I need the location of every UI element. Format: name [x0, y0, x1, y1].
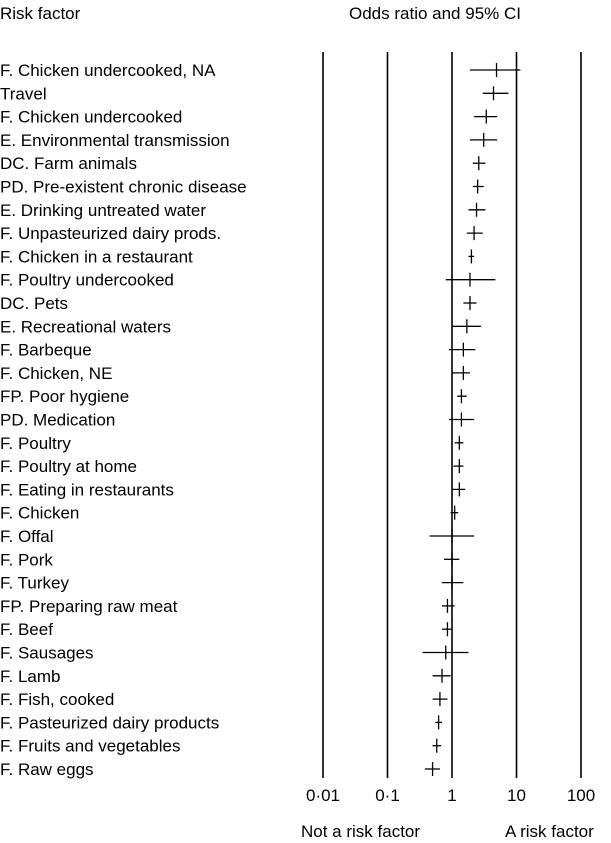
- a-risk-factor-label: A risk factor: [505, 822, 594, 841]
- risk-factor-label: F. Poultry undercooked: [0, 270, 174, 290]
- risk-factor-label: F. Lamb: [0, 666, 61, 686]
- risk-factor-label: F. Fruits and vegetables: [0, 736, 181, 756]
- risk-factor-label: F. Poultry: [0, 433, 71, 453]
- odds-ratio-column-header: Odds ratio and 95% CI: [349, 4, 521, 23]
- x-tick-label: 0·01: [305, 786, 341, 805]
- risk-factor-label: Travel: [0, 84, 47, 104]
- risk-factor-label: F. Turkey: [0, 573, 69, 593]
- risk-factor-label: F. Fish, cooked: [0, 690, 115, 710]
- risk-factor-label: F. Poultry at home: [0, 457, 138, 477]
- risk-factor-label: DC. Farm animals: [0, 154, 137, 174]
- risk-factor-label: F. Beef: [0, 620, 53, 640]
- x-tick-label: 0·1: [375, 786, 400, 805]
- risk-factor-label: F. Chicken in a restaurant: [0, 247, 193, 267]
- risk-factor-labels: [0, 61, 247, 779]
- risk-factor-label: E. Environmental transmission: [0, 130, 230, 150]
- risk-factor-label: F. Unpasteurized dairy prods.: [0, 224, 222, 244]
- risk-factor-column-header: Risk factor: [0, 4, 81, 23]
- risk-factor-label: F. Chicken undercooked: [0, 107, 183, 127]
- x-axis-ticks: [306, 786, 595, 805]
- x-tick-label: 100: [566, 786, 596, 805]
- risk-factor-label: F. Sausages: [0, 643, 94, 663]
- risk-factor-label: F. Eating in restaurants: [0, 480, 174, 500]
- risk-factor-label: DC. Pets: [0, 294, 69, 313]
- risk-factor-label: E. Recreational waters: [0, 317, 172, 337]
- risk-factor-label: E. Drinking untreated water: [0, 200, 206, 220]
- odds-ratio-markers: [423, 63, 521, 776]
- risk-factor-label: FP. Poor hygiene: [0, 387, 130, 407]
- not-a-risk-factor-label: Not a risk factor: [301, 822, 421, 841]
- risk-factor-label: PD. Medication: [0, 410, 116, 430]
- risk-factor-label: F. Raw eggs: [0, 760, 94, 779]
- x-tick-label: 10: [507, 786, 526, 805]
- risk-factor-label: PD. Pre-existent chronic disease: [0, 177, 247, 197]
- risk-factor-label: F. Pasteurized dairy products: [0, 713, 220, 733]
- risk-factor-label: FP. Preparing raw meat: [0, 596, 178, 616]
- reference-lines: [323, 52, 581, 778]
- risk-factor-label: F. Offal: [0, 527, 54, 546]
- x-tick-label: 1: [447, 786, 457, 805]
- risk-factor-label: F. Chicken, NE: [0, 363, 113, 383]
- risk-factor-label: F. Chicken undercooked, NA: [0, 61, 216, 80]
- risk-factor-label: F. Chicken: [0, 503, 80, 523]
- risk-factor-label: F. Pork: [0, 550, 53, 570]
- risk-factor-label: F. Barbeque: [0, 340, 92, 360]
